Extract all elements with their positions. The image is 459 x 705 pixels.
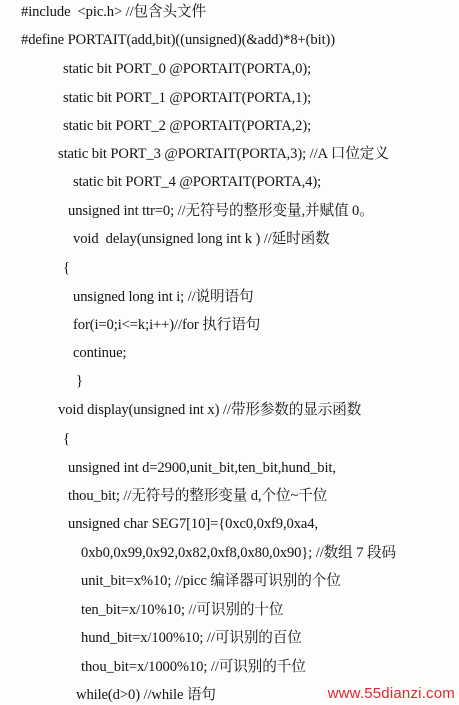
code-line-5: static bit PORT_2 @PORTAIT(PORTA,2);: [63, 118, 312, 134]
code-line-23: hund_bit=x/100%10; //可识别的百位: [81, 630, 302, 646]
code-line-2: #define PORTAIT(add,bit)((unsigned)(&add)*8+(bit)): [21, 32, 336, 48]
code-line-19: unsigned char SEG7[10]={0xc0,0xf9,0xa4,: [68, 516, 319, 532]
code-line-8: unsigned int ttr=0; //无符号的整形变量,并赋值 0。: [68, 203, 374, 219]
code-line-25: while(d>0) //while 语句: [76, 687, 216, 703]
code-line-10: {: [63, 260, 70, 276]
code-line-12: for(i=0;i<=k;i++)//for 执行语句: [73, 317, 261, 333]
code-line-3: static bit PORT_0 @PORTAIT(PORTA,0);: [63, 61, 312, 77]
code-line-6: static bit PORT_3 @PORTAIT(PORTA,3); //A 口位定义: [58, 146, 389, 162]
code-line-11: unsigned long int i; //说明语句: [73, 289, 254, 305]
code-line-21: unit_bit=x%10; //picc 编译器可识别的个位: [81, 573, 341, 589]
code-line-9: void delay(unsigned long int k ) //延时函数: [73, 231, 330, 247]
code-line-22: ten_bit=x/10%10; //可识别的十位: [81, 602, 284, 618]
code-line-7: static bit PORT_4 @PORTAIT(PORTA,4);: [73, 174, 322, 190]
code-line-20: 0xb0,0x99,0x92,0x82,0xf8,0x80,0x90}; //数组 7 段码: [81, 545, 396, 561]
code-line-4: static bit PORT_1 @PORTAIT(PORTA,1);: [63, 90, 312, 106]
code-line-16: {: [63, 431, 70, 447]
code-line-15: void display(unsigned int x) //带形参数的显示函数: [58, 402, 362, 418]
code-line-18: thou_bit; //无符号的整形变量 d,个位~千位: [68, 488, 328, 504]
code-line-14: }: [76, 373, 83, 389]
code-line-17: unsigned int d=2900,unit_bit,ten_bit,hund_bit,: [68, 460, 336, 476]
code-line-1: #include <pic.h> //包含头文件: [21, 4, 207, 20]
site-watermark: www.55dianzi.com: [327, 685, 455, 702]
code-line-13: continue;: [73, 345, 127, 361]
code-line-24: thou_bit=x/1000%10; //可识别的千位: [81, 659, 306, 675]
